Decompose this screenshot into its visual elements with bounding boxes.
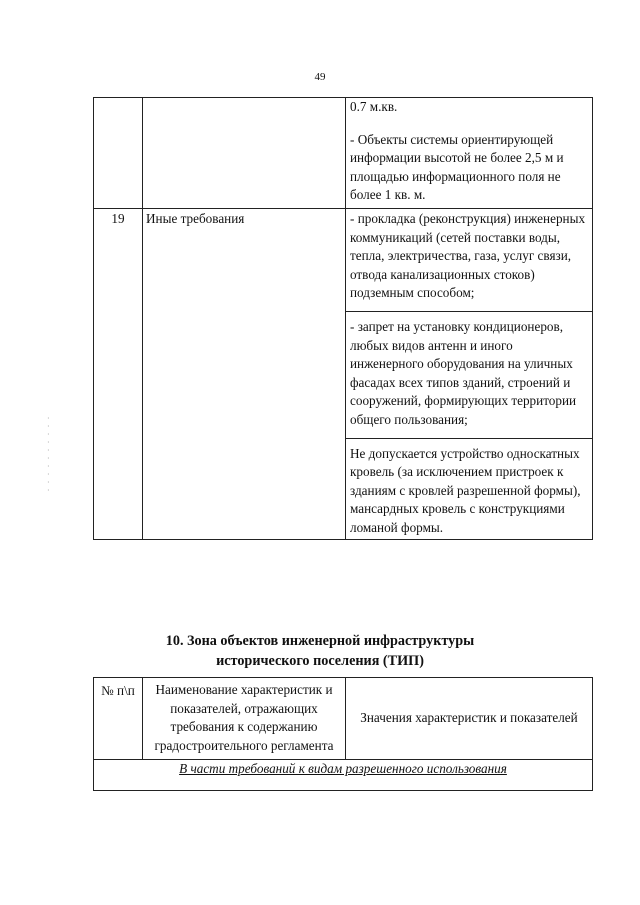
- row-number-cell: [94, 98, 143, 209]
- header-name: Наименование характеристик и показателей, отражающих требования к содержанию градостроительного регламента: [143, 678, 346, 760]
- row-value-cell: [346, 208, 593, 540]
- row-name-cell: [143, 98, 346, 209]
- row-value-cell: [346, 98, 593, 209]
- table-row: [94, 208, 593, 540]
- table-section-row: [94, 760, 593, 791]
- value-paragraph: 0.7 м.кв.: [350, 99, 398, 114]
- row-name-cell: Иные требования: [143, 208, 346, 540]
- section-row-label: В части требований к видам разрешенного использования: [94, 760, 593, 791]
- header-value: Значения характеристик и показателей: [346, 678, 593, 760]
- margin-scan-mark: · · · · · · · · · ·: [47, 414, 50, 495]
- section-heading-line: исторического поселения (ТИП): [216, 653, 424, 669]
- table-row: [94, 98, 593, 209]
- section-heading-line: 10. Зона объектов инженерной инфраструктуры: [165, 633, 475, 649]
- page-number: 49: [314, 71, 326, 83]
- value-paragraph: - Объекты системы ориентирующей информации высотой не более 2,5 м и площадью информационного поля не более 1 кв. м.: [350, 131, 564, 203]
- requirements-table-continued: [93, 97, 593, 540]
- value-paragraph: - запрет на установку кондиционеров, любых видов антенн и иного инженерного оборудования на уличных фасадах всех типов зданий, строений и сооружений, формирующих территории общего пользования;: [346, 311, 592, 438]
- header-number: № п\п: [94, 678, 143, 760]
- value-paragraph: - прокладка (реконструкция) инженерных коммуникаций (сетей поставки воды, тепла, электричества, газа, услуг связи, отвода канализационных стоков) подземным способом;: [350, 210, 586, 301]
- row-number-cell: 19: [94, 208, 143, 540]
- section-heading: [0, 631, 640, 671]
- value-paragraph: Не допускается устройство односкатных кровель (за исключением пристроек к зданиям с кровлей разрешенной формы), мансардных кровель с конструкциями ломаной формы.: [346, 438, 592, 540]
- table-header-row: [94, 678, 593, 760]
- zone-requirements-table: [93, 677, 593, 791]
